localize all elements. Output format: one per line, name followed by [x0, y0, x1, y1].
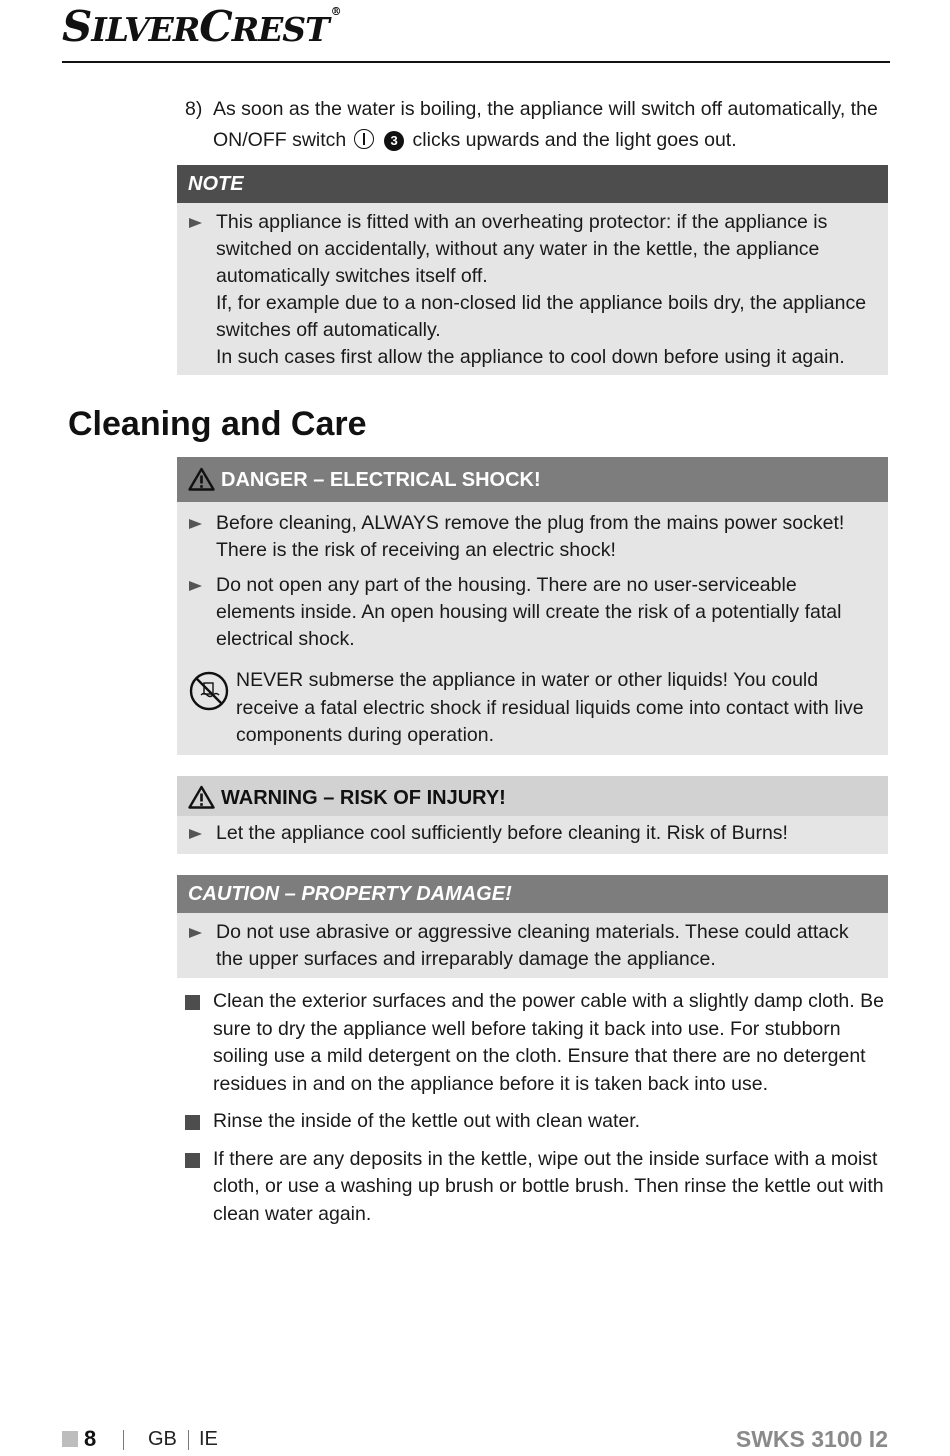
list-item: If there are any deposits in the kettle, wipe out the inside surface with a moist cloth, or use a washing up brush or bottle brush. Then rinse the kettle out with clean water again. [185, 1146, 890, 1229]
section-title: Cleaning and Care [68, 405, 367, 443]
language-code: GB [148, 1428, 177, 1450]
brand-logo: SILVERCREST ® [62, 2, 341, 51]
step-number: 8) [185, 98, 203, 120]
caution-item: Do not use abrasive or aggressive cleaning materials. These could attack the upper surfaces and irreparably damage the appliance. [189, 919, 876, 973]
warning-triangle-icon [188, 785, 215, 809]
instruction-step [185, 94, 885, 156]
note-title: NOTE [177, 165, 888, 203]
cleaning-steps-list [185, 988, 890, 1238]
power-switch-icon [354, 129, 374, 149]
step-text: As soon as the water is boiling, the appliance will switch off automatically, the ON/OFF switch 3 clicks upwards and the light goes out. [213, 98, 878, 151]
note-box [177, 165, 888, 375]
arrow-bullet-icon [189, 928, 202, 938]
part-number-badge: 3 [384, 131, 404, 151]
page-number: 8 [84, 1426, 97, 1451]
header-rule [62, 61, 890, 63]
square-bullet-icon [185, 995, 200, 1010]
warning-title: WARNING – RISK OF INJURY! [221, 787, 506, 809]
warning-header [177, 776, 888, 816]
note-item: This appliance is fitted with an overheating protector: if the appliance is switched on accidentally, without any water in the kettle, the appliance automatically switches itself off. If, for example due to a non-closed lid the appliance boils dry, the appliance switches off automatically. In such cases first allow the appliance to cool down before using it again. [189, 209, 876, 371]
danger-item: Do not open any part of the housing. There are no user-serviceable elements inside. An open housing will create the risk of a potentially fatal electrical shock. [189, 572, 876, 653]
footer-divider [123, 1430, 124, 1450]
warning-triangle-icon [188, 467, 215, 491]
caution-box [177, 875, 888, 978]
warning-item: Let the appliance cool sufficiently before cleaning it. Risk of Burns! [189, 820, 876, 847]
no-water-immersion-icon [189, 671, 229, 711]
footer-divider [188, 1430, 189, 1450]
arrow-bullet-icon [189, 829, 202, 839]
no-immersion-warning: NEVER submerse the appliance in water or other liquids! You could receive a fatal electric shock if residual liquids come into contact with live components during operation. [189, 667, 876, 750]
page-marker-icon [62, 1431, 78, 1447]
arrow-bullet-icon [189, 581, 202, 591]
warning-box [177, 776, 888, 854]
model-number: SWKS 3100 I2 [735, 1426, 888, 1452]
language-code: IE [199, 1428, 218, 1450]
danger-box [177, 457, 888, 755]
arrow-bullet-icon [189, 218, 202, 228]
list-item: Rinse the inside of the kettle out with clean water. [185, 1108, 890, 1136]
page-footer [0, 1424, 950, 1454]
square-bullet-icon [185, 1115, 200, 1130]
square-bullet-icon [185, 1153, 200, 1168]
danger-item: Before cleaning, ALWAYS remove the plug from the mains power socket! There is the risk of receiving an electric shock! [189, 510, 876, 564]
list-item: Clean the exterior surfaces and the power cable with a slightly damp cloth. Be sure to dry the appliance well before taking it back into use. For stubborn soiling use a mild detergent on the cloth. Ensure that there are no detergent residues in and on the appliance before it is taken back into use. [185, 988, 890, 1098]
arrow-bullet-icon [189, 519, 202, 529]
caution-title: CAUTION – PROPERTY DAMAGE! [177, 875, 888, 913]
danger-title: DANGER – ELECTRICAL SHOCK! [221, 469, 541, 491]
danger-header [177, 457, 888, 502]
